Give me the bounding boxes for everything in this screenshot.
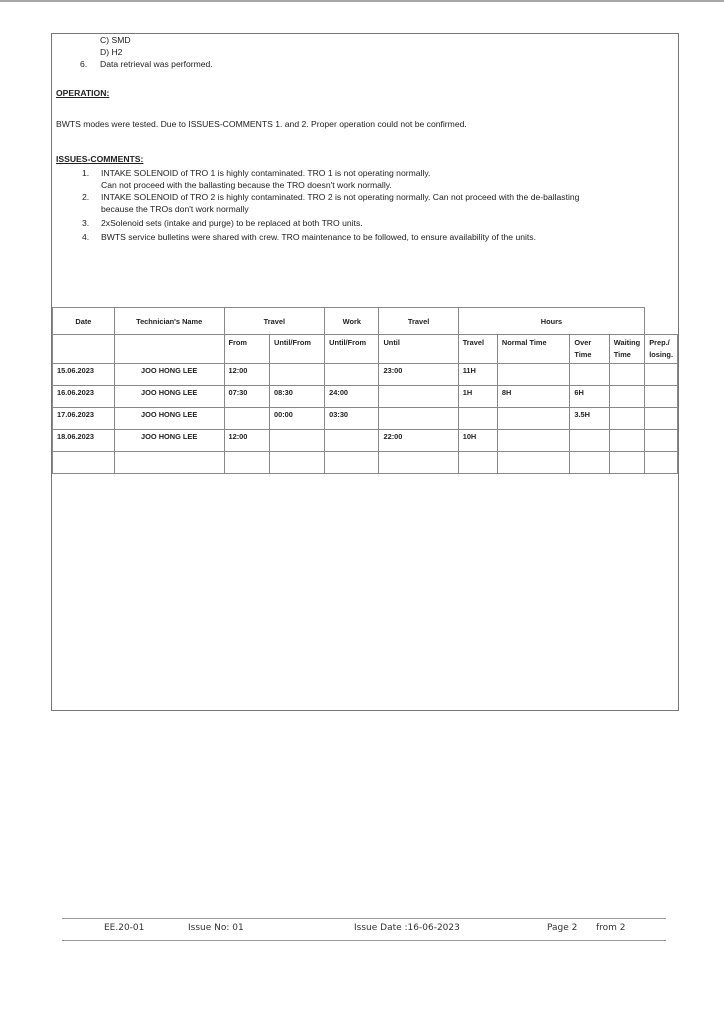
cell-travel-hours: 10H — [458, 430, 497, 452]
page-footer — [62, 918, 666, 941]
header-prep-closing: Prep./ losing. — [645, 335, 678, 364]
cell-from: 12:00 — [224, 430, 269, 452]
cell-until-from-1 — [269, 430, 324, 452]
list-subitem-c: C) SMD — [100, 35, 131, 45]
cell-until-from-1: 00:00 — [269, 408, 324, 430]
page-top-edge — [0, 0, 724, 2]
issue-2-number: 2. — [82, 192, 90, 202]
header-until-from-1: Until/From — [269, 335, 324, 364]
header-over-time: Over Time — [570, 335, 609, 364]
work-hours-table — [52, 307, 678, 474]
cell-date: 17.06.2023 — [53, 408, 115, 430]
cell-normal-hours — [497, 408, 569, 430]
table-row — [53, 408, 678, 430]
issue-4-line1: BWTS service bulletins were shared with crew. TRO maintenance to be followed, to ensure availability of the units. — [101, 232, 536, 242]
header-normal-time: Normal Time — [497, 335, 569, 364]
cell-waiting — [609, 408, 644, 430]
cell-until — [379, 386, 458, 408]
cell-prep — [645, 408, 678, 430]
issue-2-line2: because the TROs don't work normally — [101, 204, 249, 214]
header-waiting-time: Waiting Time — [609, 335, 644, 364]
header-date: Date — [53, 308, 115, 335]
cell-name: JOO HONG LEE — [114, 386, 224, 408]
cell-over-hours — [570, 430, 609, 452]
cell-name: JOO HONG LEE — [114, 408, 224, 430]
cell-date: 16.06.2023 — [53, 386, 115, 408]
cell-waiting — [609, 386, 644, 408]
footer-issue-date: Issue Date :16-06-2023 — [354, 923, 460, 933]
header-hours: Hours — [458, 308, 644, 335]
issue-1-number: 1. — [82, 168, 90, 178]
cell-prep — [645, 386, 678, 408]
table-row — [53, 364, 678, 386]
cell-until-from-2: 24:00 — [325, 386, 379, 408]
cell-normal-hours — [497, 364, 569, 386]
issue-1-line1: INTAKE SOLENOID of TRO 1 is highly contaminated. TRO 1 is not operating normally. — [101, 168, 431, 178]
cell-travel-hours: 11H — [458, 364, 497, 386]
footer-issue-no: Issue No: 01 — [188, 923, 244, 933]
issue-1-line2: Can not proceed with the ballasting because the TRO doesn't work normally. — [101, 180, 392, 190]
cell-date: 15.06.2023 — [53, 364, 115, 386]
table-row-empty — [53, 452, 678, 474]
header-from: From — [224, 335, 269, 364]
cell-until-from-2 — [325, 430, 379, 452]
cell-from — [224, 408, 269, 430]
cell-until: 22:00 — [379, 430, 458, 452]
list-item-6-number: 6. — [80, 59, 88, 69]
issues-heading: ISSUES-COMMENTS: — [56, 154, 144, 164]
cell-date: 18.06.2023 — [53, 430, 115, 452]
cell-until: 23:00 — [379, 364, 458, 386]
header-hours-travel: Travel — [458, 335, 497, 364]
table-row — [53, 430, 678, 452]
header-until-from-2: Until/From — [325, 335, 379, 364]
issue-2-line1: INTAKE SOLENOID of TRO 2 is highly contaminated. TRO 2 is not operating normally. Can not proceed with the de-ballasting — [101, 192, 580, 202]
list-item-6-text: Data retrieval was performed. — [100, 59, 213, 69]
cell-until-from-2: 03:30 — [325, 408, 379, 430]
cell-name: JOO HONG LEE — [114, 430, 224, 452]
operation-heading: OPERATION: — [56, 88, 110, 98]
report-content-frame — [51, 33, 679, 711]
header-until: Until — [379, 335, 458, 364]
cell-travel-hours — [458, 408, 497, 430]
issue-3-line1: 2xSolenoid sets (intake and purge) to be replaced at both TRO units. — [101, 218, 363, 228]
footer-doc-code: EE.20-01 — [104, 923, 145, 933]
table-header-row-2 — [53, 335, 678, 364]
cell-until-from-2 — [325, 364, 379, 386]
cell-until-from-1 — [269, 364, 324, 386]
cell-name: JOO HONG LEE — [114, 364, 224, 386]
table-header-row-1 — [53, 308, 678, 335]
cell-prep — [645, 364, 678, 386]
cell-until-from-1: 08:30 — [269, 386, 324, 408]
operation-text: BWTS modes were tested. Due to ISSUES-COMMENTS 1. and 2. Proper operation could not be confirmed. — [56, 119, 467, 129]
cell-over-hours: 6H — [570, 386, 609, 408]
footer-page: Page 2 — [547, 923, 578, 933]
list-subitem-d: D) H2 — [100, 47, 123, 57]
cell-normal-hours: 8H — [497, 386, 569, 408]
cell-normal-hours — [497, 430, 569, 452]
cell-over-hours: 3.5H — [570, 408, 609, 430]
cell-waiting — [609, 364, 644, 386]
cell-from: 07:30 — [224, 386, 269, 408]
header-travel: Travel — [224, 308, 325, 335]
cell-from: 12:00 — [224, 364, 269, 386]
cell-until — [379, 408, 458, 430]
cell-waiting — [609, 430, 644, 452]
footer-page-total: from 2 — [596, 923, 626, 933]
cell-prep — [645, 430, 678, 452]
issue-4-number: 4. — [82, 232, 90, 242]
header-tech-name: Technician's Name — [114, 308, 224, 335]
issue-3-number: 3. — [82, 218, 90, 228]
cell-over-hours — [570, 364, 609, 386]
table-row — [53, 386, 678, 408]
cell-travel-hours: 1H — [458, 386, 497, 408]
header-travel-2: Travel — [379, 308, 458, 335]
header-work: Work — [325, 308, 379, 335]
